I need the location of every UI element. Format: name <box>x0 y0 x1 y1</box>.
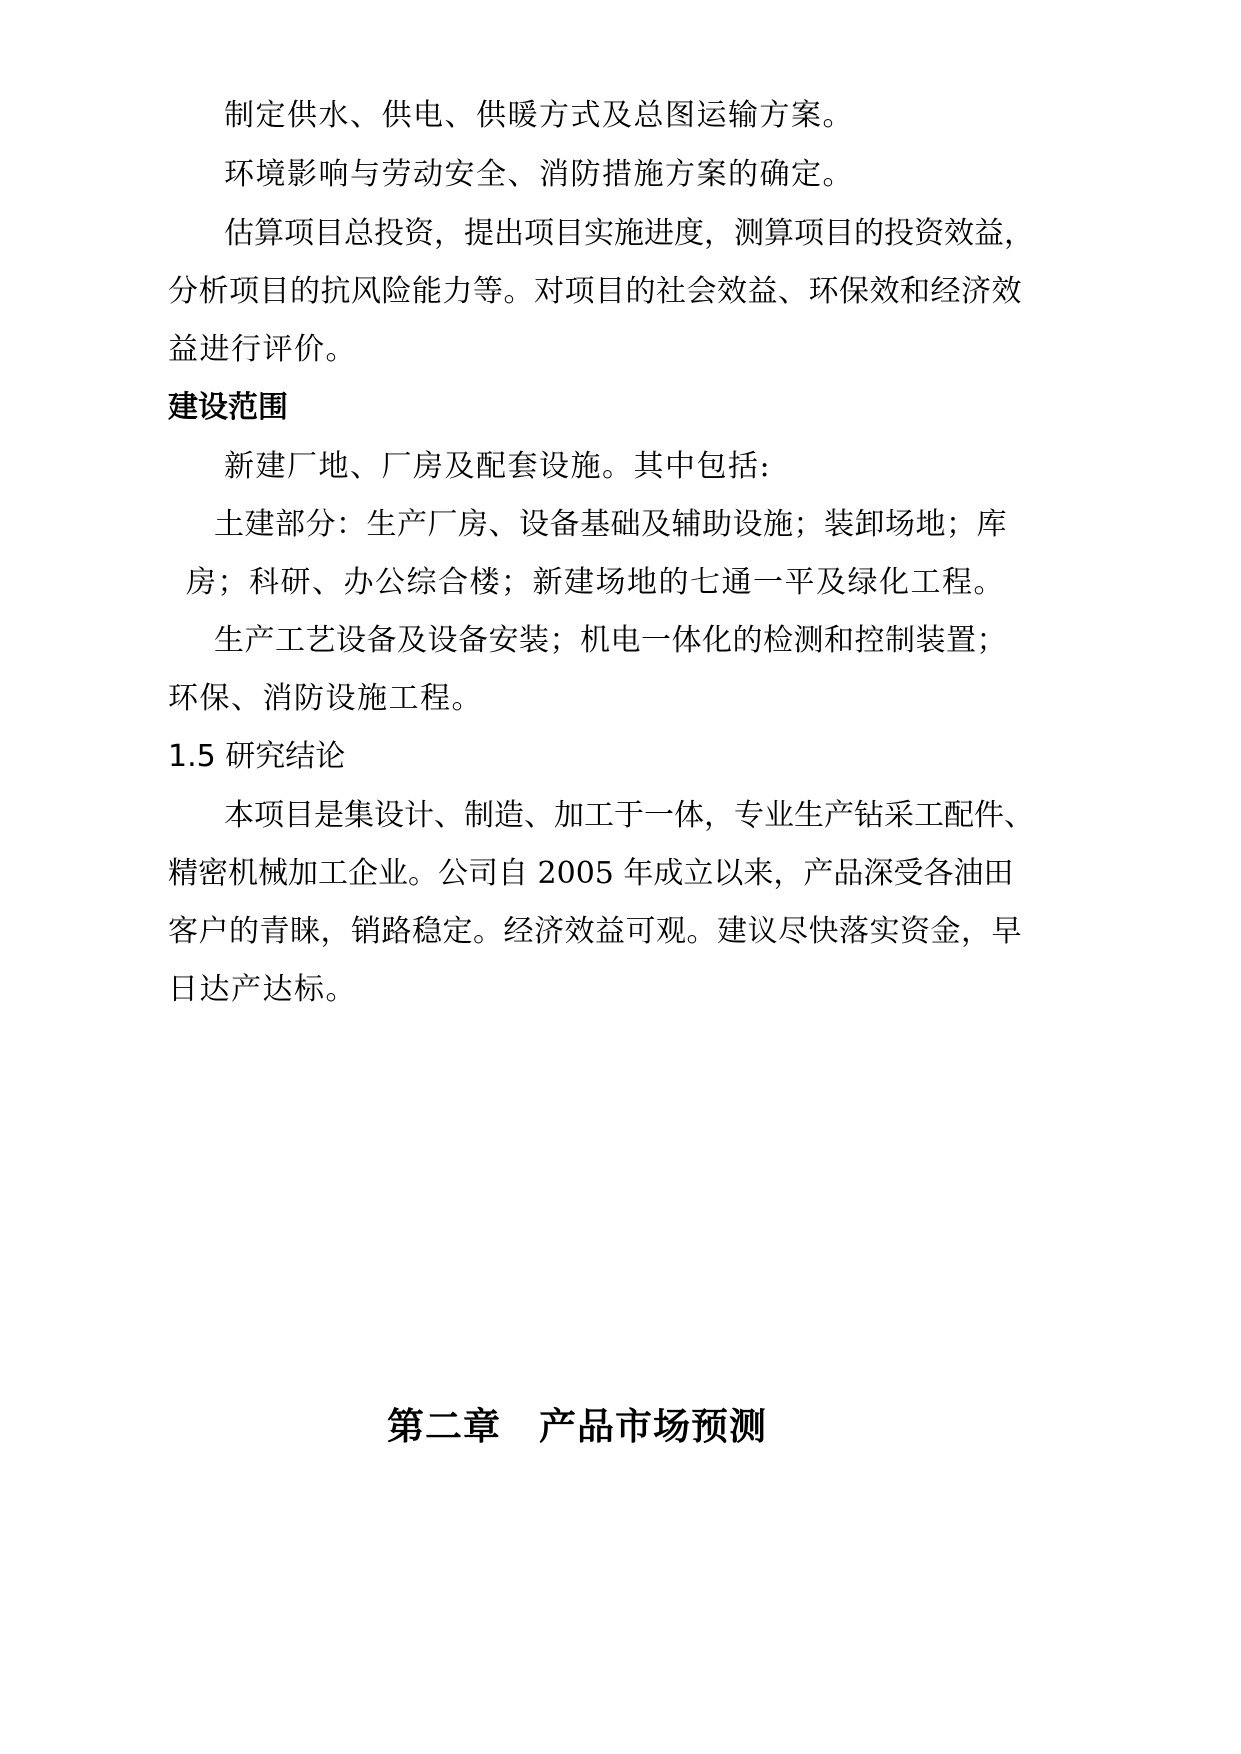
paragraph-line: 客户的青睐，销路稳定。经济效益可观。建议尽快落实资金，早 <box>168 914 1022 949</box>
section-heading-construction-scope: 建设范围 <box>168 390 288 425</box>
paragraph-line: 土建部分：生产厂房、设备基础及辅助设施；装卸场地；库 <box>214 507 1007 542</box>
paragraph-line: 环保、消防设施工程。 <box>168 681 483 716</box>
chapter-title: 第二章 产品市场预测 <box>387 1405 767 1448</box>
paragraph-line: 本项目是集设计、制造、加工于一体，专业生产钻采工配件、 <box>224 798 1034 833</box>
paragraph-line: 制定供水、供电、供暖方式及总图运输方案。 <box>224 98 854 133</box>
paragraph-line: 房；科研、办公综合楼；新建场地的七通一平及绿化工程。 <box>186 565 1005 600</box>
paragraph-line: 益进行评价。 <box>168 332 357 367</box>
paragraph-line: 新建厂地、厂房及配套设施。其中包括: <box>224 449 772 484</box>
paragraph-line: 精密机械加工企业。公司自 2005 年成立以来，产品深受各油田 <box>168 856 1014 891</box>
section-heading-research-conclusion: 1.5 研究结论 <box>168 739 346 774</box>
paragraph-line: 生产工艺设备及设备安装；机电一体化的检测和控制装置； <box>214 623 1007 658</box>
paragraph-line: 分析项目的抗风险能力等。对项目的社会效益、环保效和经济效 <box>168 274 1022 309</box>
paragraph-line: 估算项目总投资，提出项目实施进度，测算项目的投资效益， <box>224 216 1034 251</box>
paragraph-line: 环境影响与劳动安全、消防措施方案的确定。 <box>224 157 854 192</box>
paragraph-line: 日达产达标。 <box>168 972 357 1007</box>
